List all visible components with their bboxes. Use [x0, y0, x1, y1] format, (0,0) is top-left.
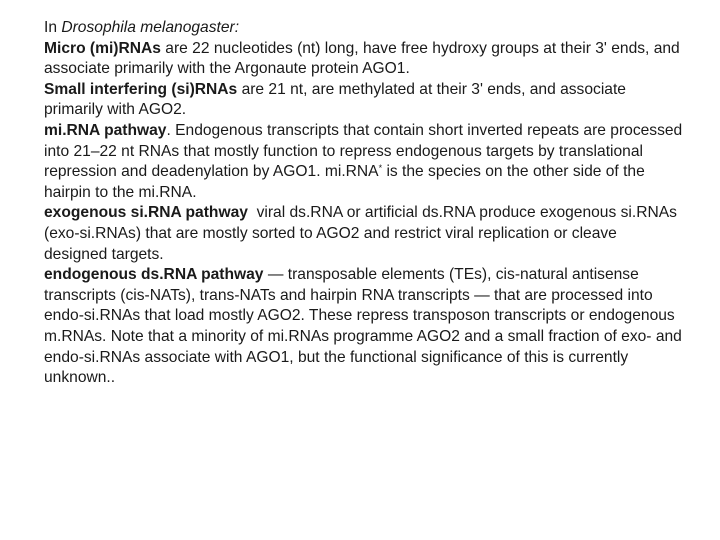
endo-pathway-text: — transposable elements (TEs), cis-natural antisense transcripts (cis-NATs), trans-NATs and hairpin RNA transcripts — that are processed into endo-si.RNAs that load mostly AGO2. These repress transposon transcripts or endogenous m.RNAs. Note that a minority of mi.RNAs programme AGO2 and a small fraction of exo- and endo-si.RNAs associate with AGO1, but the functional significance of this is currently unknown..	[44, 266, 682, 387]
exo-pathway-term: exogenous si.RNA pathway	[44, 204, 248, 222]
micro-rna-paragraph	[44, 39, 684, 80]
mirna-pathway-term: mi.RNA pathway	[44, 121, 167, 139]
endo-pathway-term: endogenous ds.RNA pathway	[44, 266, 264, 284]
si-rna-text: are 21 nt, are methylated at their 3' ends, and associate primarily with AGO2.	[44, 80, 626, 119]
species-name: Drosophila melanogaster:	[61, 19, 240, 36]
exo-pathway-paragraph	[44, 203, 684, 265]
mirna-star: *	[378, 163, 383, 174]
exo-pathway-text: viral ds.RNA or artificial ds.RNA produce exogenous si.RNAs (exo-si.RNAs) that are mostly sorted to AGO2 and restrict viral replication or cleave designed targets.	[44, 204, 682, 263]
endo-pathway-paragraph	[44, 265, 684, 389]
intro-prefix: In	[44, 19, 62, 36]
mirna-pathway-text-2: is the species on the other side of the hairpin to the mi.RNA.	[44, 163, 645, 201]
si-rna-term: Small interfering (si)RNAs	[44, 80, 238, 98]
micro-rna-term: Micro (mi)RNAs	[44, 39, 161, 57]
mirna-pathway-paragraph	[44, 121, 684, 203]
micro-rna-text: are 22 nucleotides (nt) long, have free hydroxy groups at their 3' ends, and associate primarily with the Argonaute protein AGO1.	[44, 39, 680, 78]
si-rna-paragraph	[44, 80, 684, 121]
intro-line	[44, 18, 684, 39]
mirna-pathway-text: . Endogenous transcripts that contain short inverted repeats are processed into 21–22 nt RNAs that mostly function to repress endogenous targets by translational repression and deadenylation by AGO1. mi.RNA	[44, 121, 683, 181]
body-text	[44, 18, 684, 389]
